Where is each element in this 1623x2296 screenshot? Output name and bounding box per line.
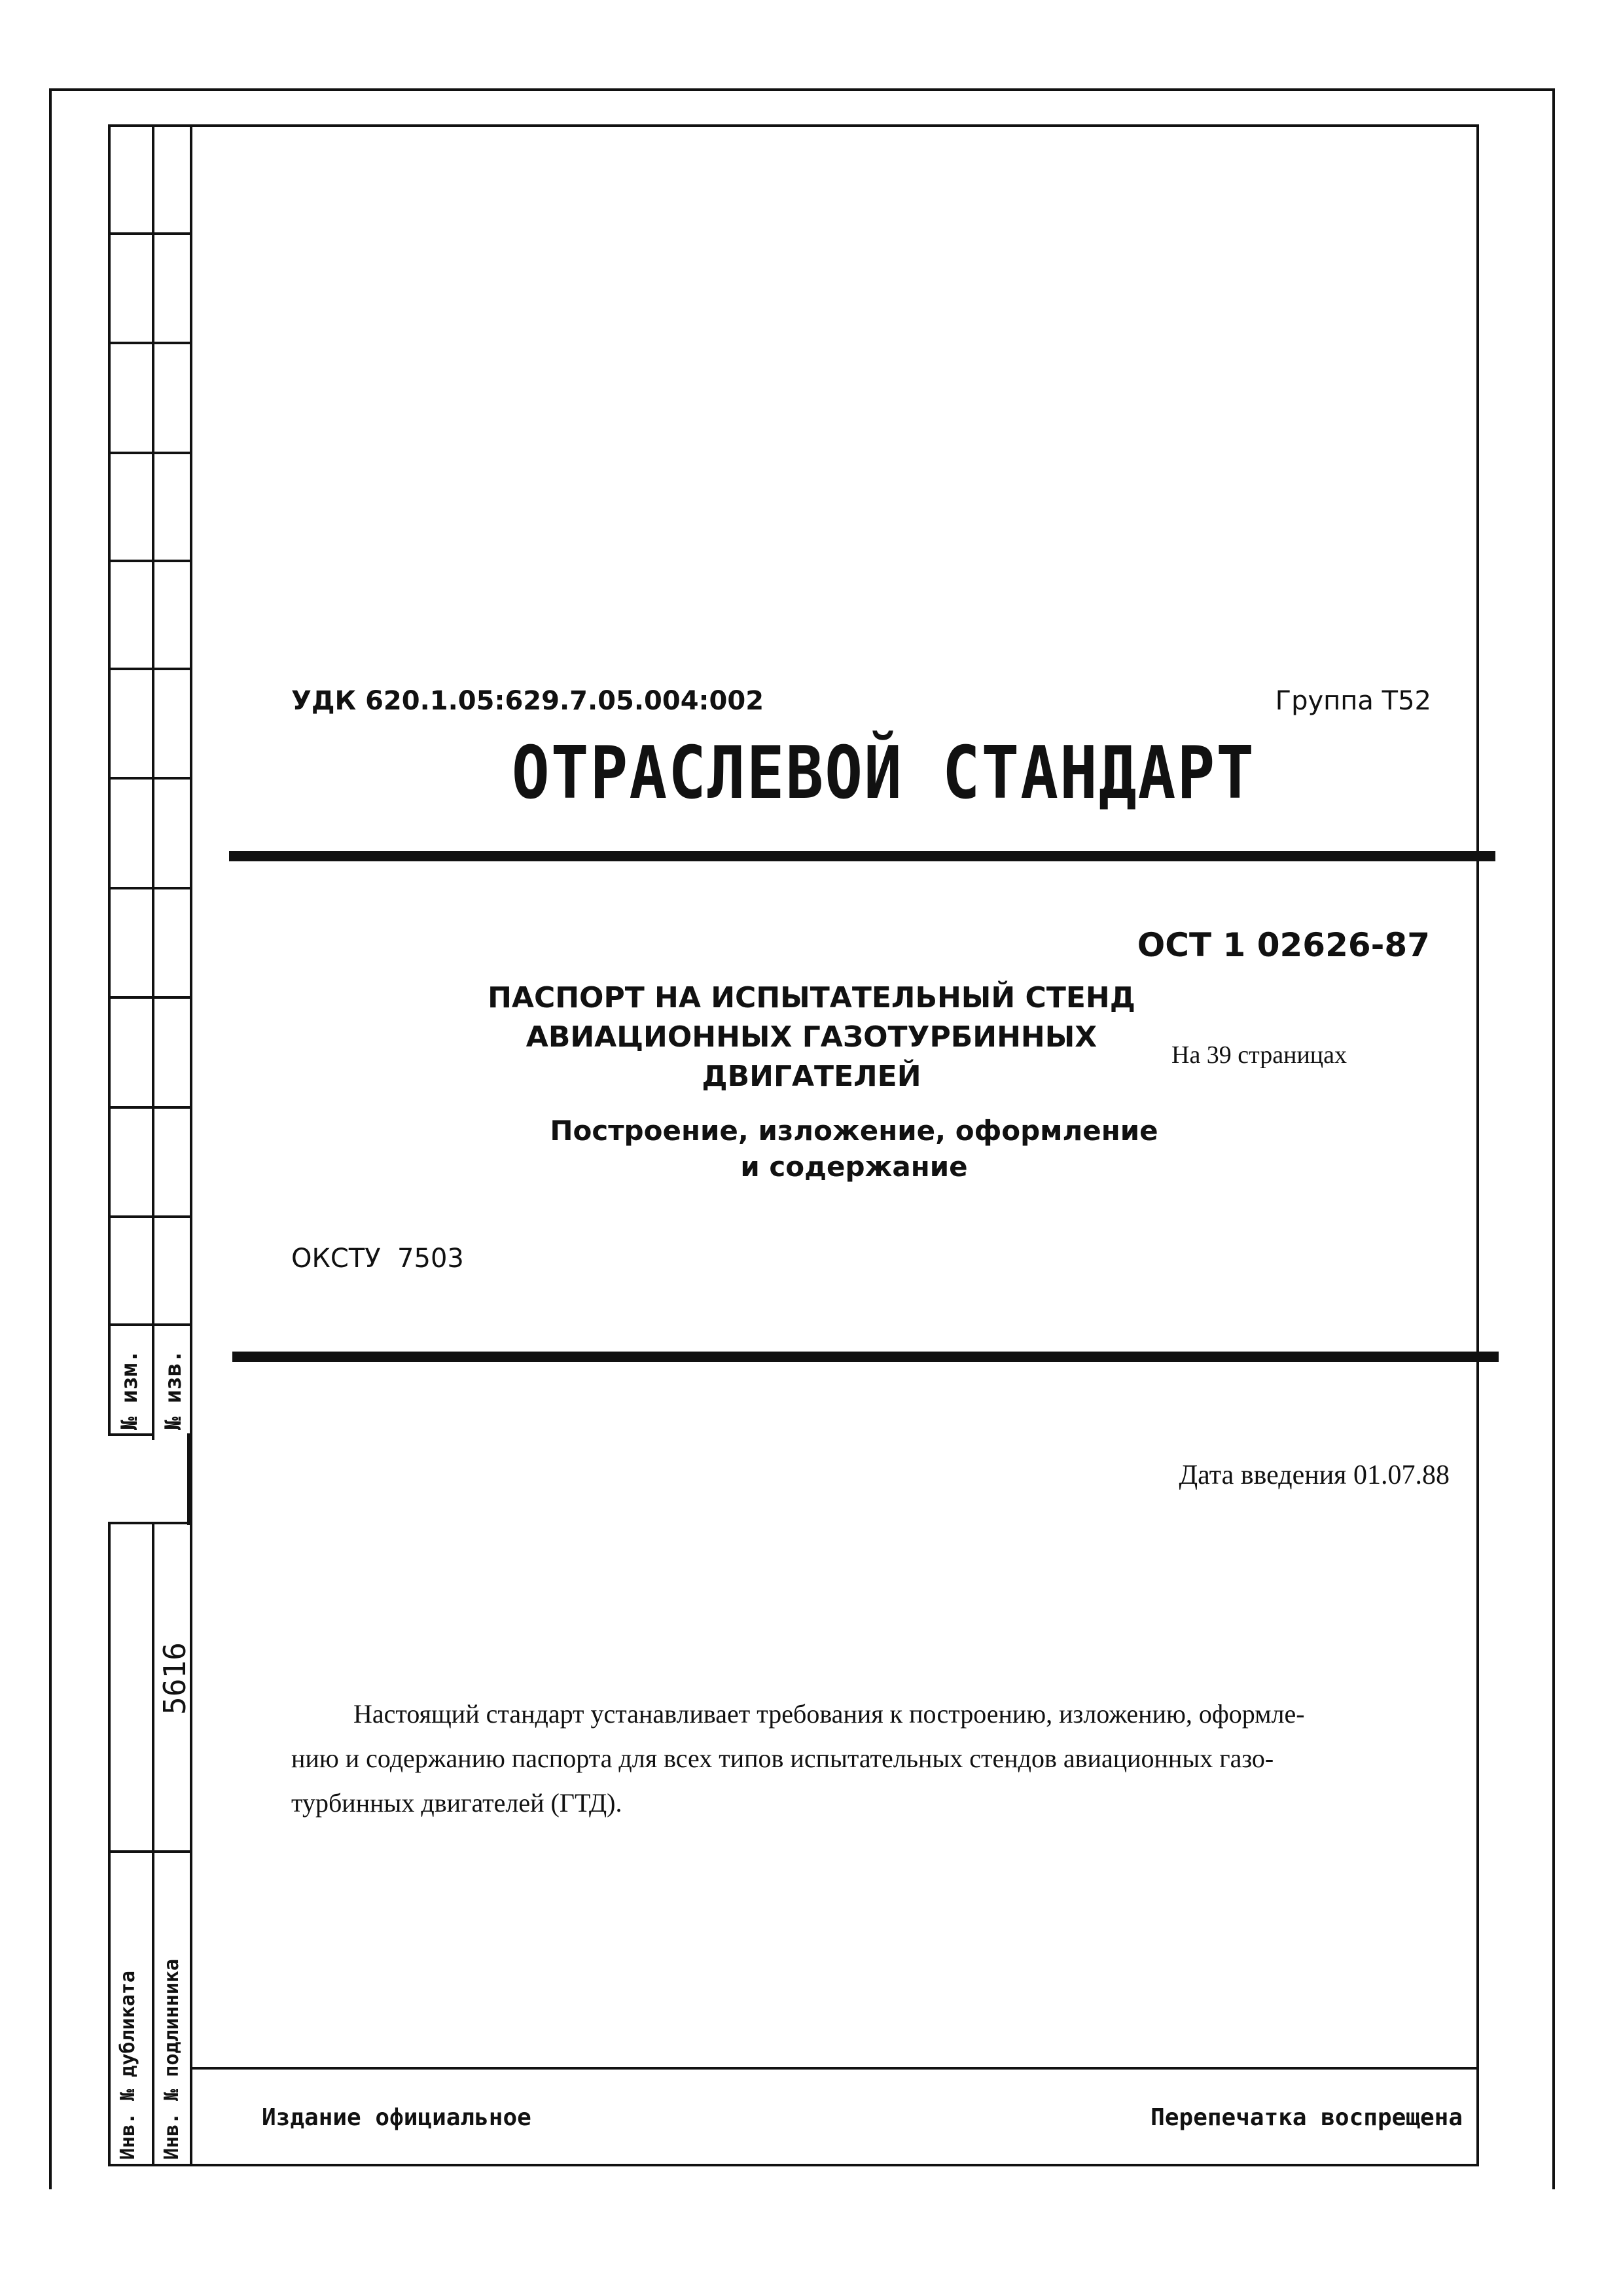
sidebar-row <box>108 232 190 235</box>
sidebar-row-bottom <box>108 1850 190 1853</box>
sidebar-col-left-bottom <box>108 1522 111 2166</box>
sidebar-row <box>108 777 190 780</box>
sidebar-row <box>108 887 190 889</box>
subtitle-line: и содержание <box>740 1151 968 1183</box>
page-count: На 39 страницах <box>1171 1041 1347 1069</box>
sidebar-row-bottom <box>108 1522 190 1524</box>
intro-date: Дата введения 01.07.88 <box>1179 1460 1450 1490</box>
standard-code: ОСТ 1 02626-87 <box>1137 926 1430 964</box>
title-line: ПАСПОРТ НА ИСПЫТАТЕЛЬНЫЙ СТЕНД <box>488 981 1135 1014</box>
section-rule <box>232 1352 1499 1362</box>
okstu: ОКСТУ 7503 <box>291 1244 464 1274</box>
sidebar-notch <box>187 1433 190 1525</box>
sidebar-row <box>108 668 190 670</box>
sidebar-col-mid-bottom <box>152 1522 154 2166</box>
footer-official: Издание официальное <box>262 2104 531 2131</box>
outer-border-right <box>1552 88 1555 2189</box>
title-line: ДВИГАТЕЛЕЙ <box>702 1060 921 1093</box>
outer-border-top <box>49 88 1554 91</box>
paragraph-line: Настоящий стандарт устанавливает требования к построению, изложению, оформле- <box>353 1699 1305 1729</box>
sidebar-row <box>108 560 190 562</box>
sidebar-row <box>108 996 190 999</box>
outer-border-left <box>49 88 52 2189</box>
intro-paragraph <box>291 1692 1482 1825</box>
sidebar-row <box>108 1215 190 1218</box>
frame-right <box>1476 124 1479 2166</box>
title-line: АВИАЦИОННЫХ ГАЗОТУРБИННЫХ <box>526 1020 1097 1054</box>
sidebar-inv-number: 5616 <box>157 1642 192 1715</box>
sidebar-label-dup: Инв. № дубликата <box>116 1971 139 2160</box>
sidebar-label-change-no: № изм. <box>116 1350 143 1430</box>
footer-separator <box>190 2067 1479 2070</box>
udk-code: УДК 620.1.05:629.7.05.004:002 <box>291 686 764 716</box>
standard-title <box>380 978 1243 1096</box>
main-title: ОТРАСЛЕВОЙ СТАНДАРТ <box>511 730 1256 816</box>
footer-reprint: Перепечатка воспрещена <box>1150 2104 1463 2131</box>
title-rule <box>229 851 1495 861</box>
sidebar-row-bottom <box>108 1433 154 1436</box>
frame-top <box>108 124 1479 127</box>
sidebar-row <box>108 1106 190 1109</box>
paragraph-line: турбинных двигателей (ГТД). <box>291 1788 622 1818</box>
sidebar-row <box>108 1323 190 1326</box>
standard-subtitle <box>445 1113 1263 1185</box>
sidebar-row <box>108 342 190 344</box>
subtitle-line: Построение, изложение, оформление <box>550 1115 1158 1147</box>
frame-bottom <box>108 2164 1479 2166</box>
sidebar-row <box>108 452 190 454</box>
group-code: Группа Т52 <box>1275 686 1431 716</box>
sidebar-label-orig: Инв. № подлинника <box>160 1958 183 2160</box>
paragraph-line: нию и содержанию паспорта для всех типов испытательных стендов авиационных газо- <box>291 1744 1274 1773</box>
sidebar-col-mid <box>152 124 154 1440</box>
sidebar-label-notice-no: № изв. <box>160 1350 187 1430</box>
frame-left <box>190 124 192 2166</box>
